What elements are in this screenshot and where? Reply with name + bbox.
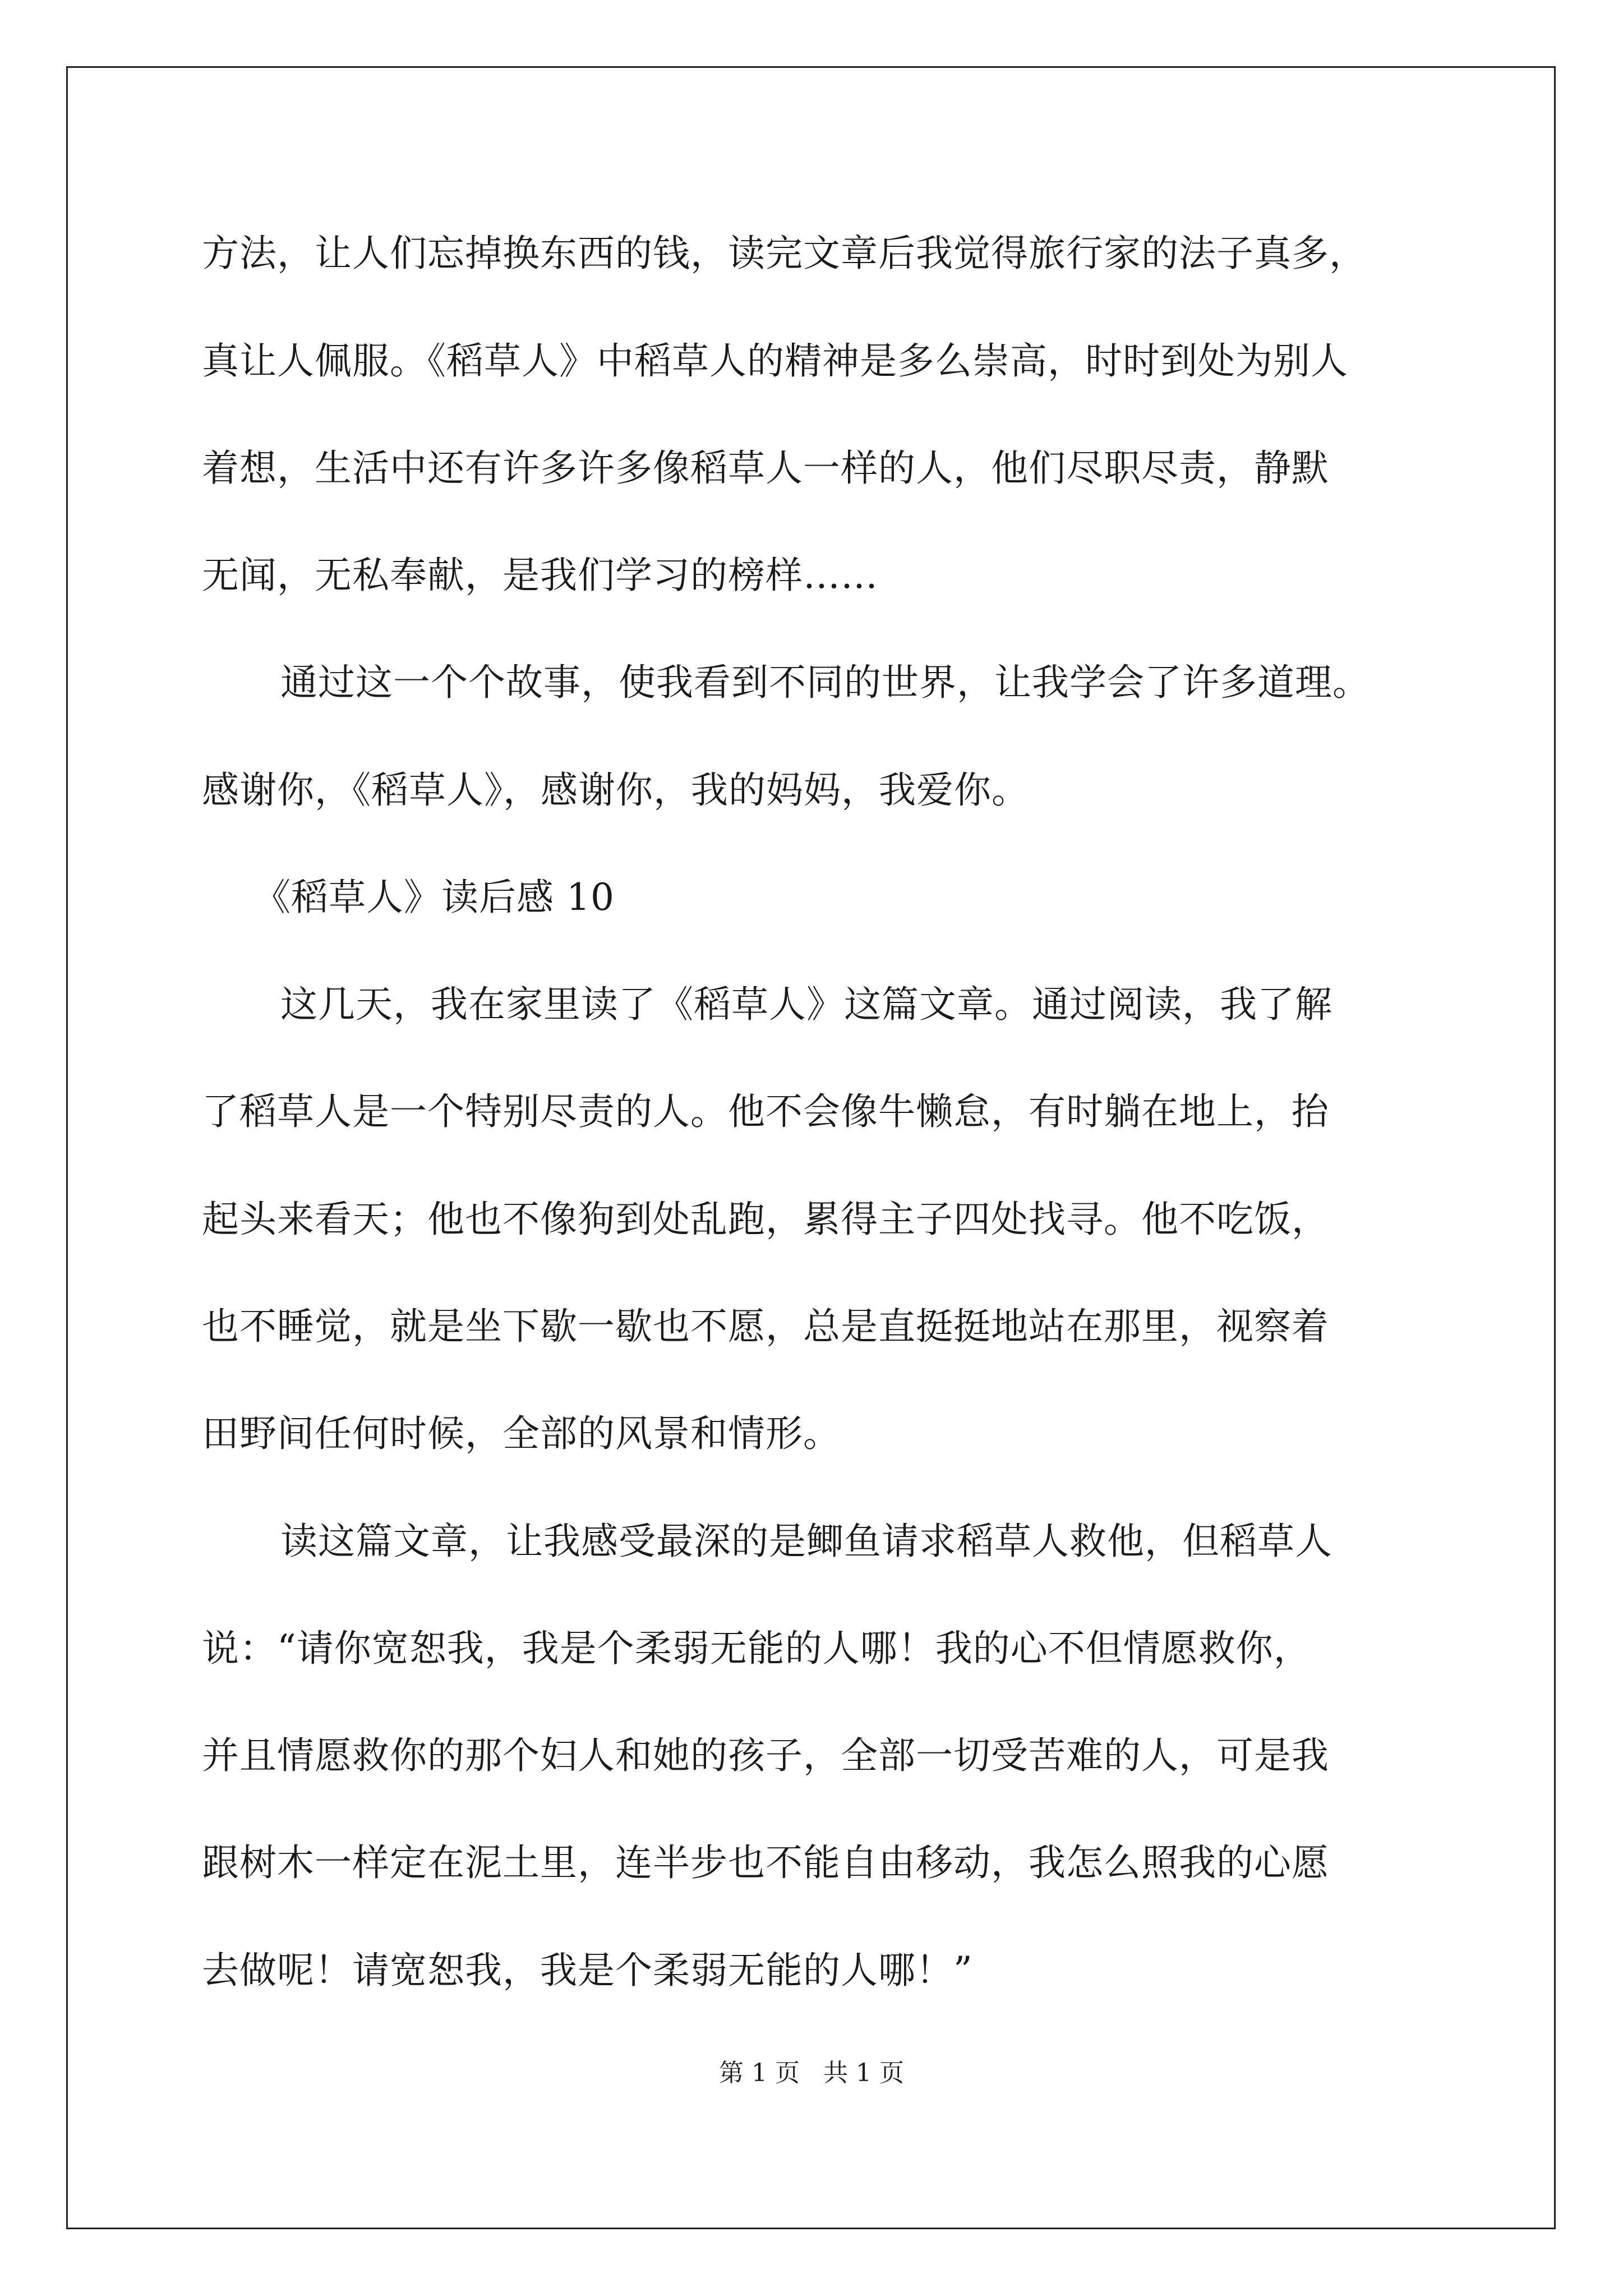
paragraph-line-16: 跟树木一样定在泥土里，连半步也不能自由移动，我怎么照我的心愿 <box>202 1841 1329 1884</box>
paragraph-line-6: 感谢你，《稻草人》，感谢你，我的妈妈，我爱你。 <box>202 769 1029 812</box>
paragraph-line-9: 了稻草人是一个特别尽责的人。他不会像牛懒怠，有时躺在地上，抬 <box>202 1090 1329 1133</box>
paragraph-line-11: 也不睡觉，就是坐下歇一歇也不愿，总是直挺挺地站在那里，视察着 <box>202 1305 1329 1348</box>
paragraph-line-8: 这几天，我在家里读了《稻草人》这篇文章。通过阅读，我了解 <box>280 983 1332 1026</box>
paragraph-line-10: 起头来看天；他也不像狗到处乱跑，累得主子四处找寻。他不吃饭， <box>202 1198 1329 1241</box>
page-border <box>66 66 1556 2229</box>
paragraph-line-5: 通过这一个个故事，使我看到不同的世界，让我学会了许多道理。 <box>280 661 1370 704</box>
paragraph-line-13: 读这篇文章，让我感受最深的是鲫鱼请求稻草人救他，但稻草人 <box>280 1520 1332 1563</box>
paragraph-line-1: 方法，让人们忘掉换东西的钱，读完文章后我觉得旅行家的法子真多， <box>202 232 1367 275</box>
page-number-footer: 第 1 页 共 1 页 <box>719 2059 904 2087</box>
paragraph-line-2: 真让人佩服。《稻草人》中稻草人的精神是多么崇高，时时到处为别人 <box>202 339 1348 383</box>
section-heading: 《稻草人》读后感 10 <box>253 876 615 919</box>
paragraph-line-17: 去做呢！请宽恕我，我是个柔弱无能的人哪！” <box>202 1949 973 1992</box>
paragraph-line-15: 并且情愿救你的那个妇人和她的孩子，全部一切受苦难的人，可是我 <box>202 1734 1329 1777</box>
paragraph-line-3: 着想，生活中还有许多许多像稻草人一样的人，他们尽职尽责，静默 <box>202 447 1329 490</box>
paragraph-line-12: 田野间任何时候，全部的风景和情形。 <box>202 1412 841 1455</box>
paragraph-line-14: 说：“请你宽恕我，我是个柔弱无能的人哪！我的心不但情愿救你， <box>202 1627 1311 1670</box>
paragraph-line-4: 无闻，无私奉献，是我们学习的榜样…… <box>202 554 878 597</box>
